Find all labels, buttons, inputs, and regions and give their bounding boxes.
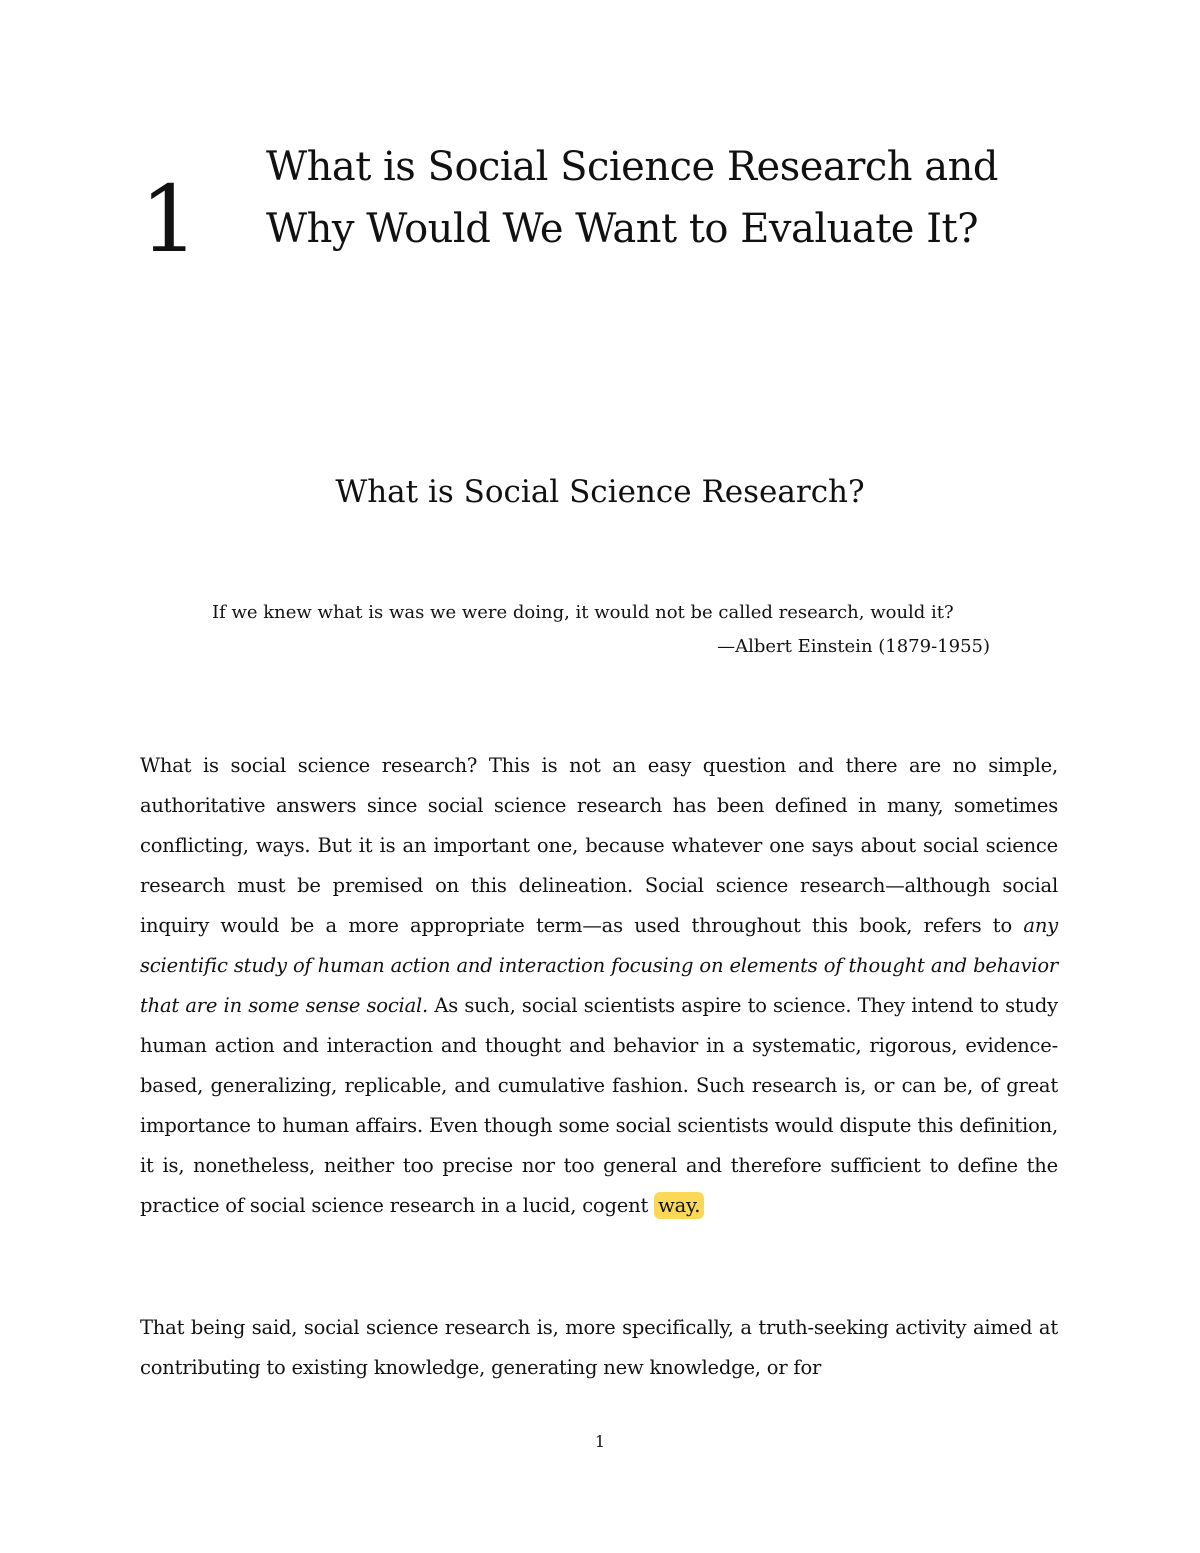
- chapter-number: 1: [140, 166, 199, 273]
- epigraph: [212, 596, 990, 664]
- page-number: 1: [594, 1432, 606, 1451]
- epigraph-quote: If we knew what is was we were doing, it would not be called research, would it?: [212, 602, 954, 623]
- epigraph-attribution: —Albert Einstein (1879-1955): [717, 636, 990, 657]
- paragraph-1-text-start: What is social science research? This is not an easy question and there are no simple, authoritative answers since social science research has been defined in many, sometimes conflicting, ways. But it is an important one, because whatever one says about social science research must be premised on this delineation. Social science research—although social inquiry would be a more appropriate term—as used throughout this book, refers to: [140, 754, 1058, 937]
- body-paragraph-2: That being said, social science research is, more specifically, a truth-seeking activity aimed at contributing to existing knowledge, generating new knowledge, or for: [140, 1316, 1058, 1379]
- body-paragraph-1: [140, 746, 1058, 1226]
- chapter-title: What is Social Science Research and Why Would We Want to Evaluate It?: [266, 144, 998, 252]
- highlighted-text[interactable]: way.: [654, 1192, 704, 1219]
- paragraph-1-italic-definition: any scientific study of human action and interaction focusing on elements of thought and behavior that are in some sense social.: [140, 914, 1058, 1017]
- paragraph-1-text-end: As such, social scientists aspire to science. They intend to study human action and interaction and thought and behavior in a systematic, rigorous, evidence-based, generalizing, replicable, and cumulative fashion. Such research is, or can be, of great importance to human affairs. Even though some social scientists would dispute this definition, it is, nonetheless, neither too precise nor too general and therefore sufficient to define the practice of social science research in a lucid, cogent: [140, 994, 1058, 1217]
- section-heading: What is Social Science Research?: [335, 474, 865, 510]
